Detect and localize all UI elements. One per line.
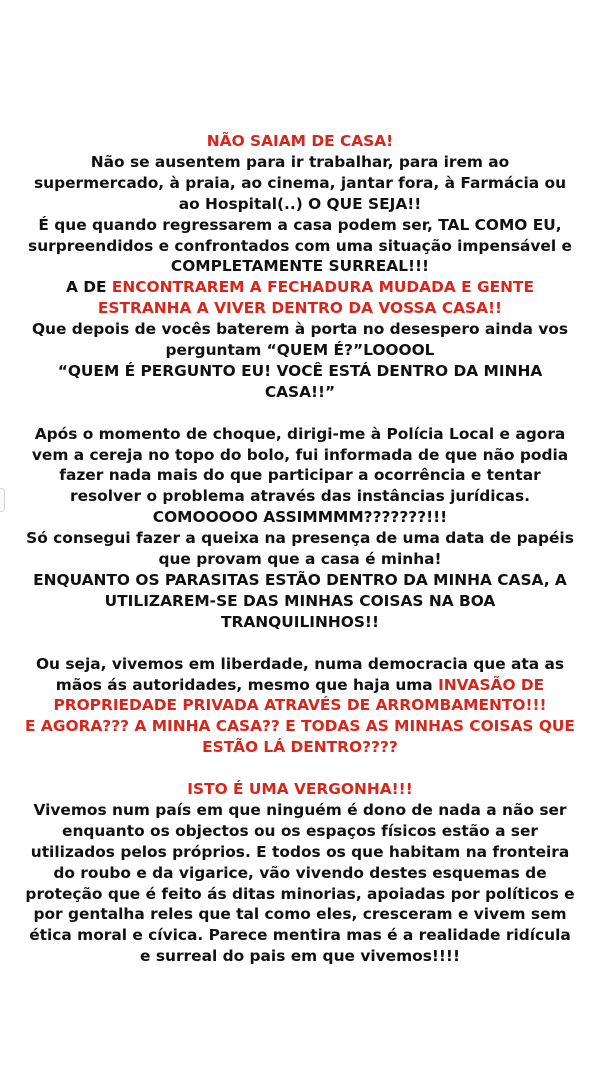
story-line: Vivemos num país em que ninguém é dono de nada a não ser enquanto os objectos ou os espaços físicos estão a ser utilizados pelos próprios. E todos os que habitam na fronteira do roubo e da vigarice, vão vivendo destes esquemas de proteção que é feito ás ditas minorias, apoiadas por políticos e por gentalha reles que tal como eles, cresceram e vivem sem ética moral e cívica. Parece mentira mas é a realidade ridícula e surreal do pais em que vivemos!!!!: [25, 800, 575, 966]
story-highlight: INVASÃO DE PROPRIEDADE PRIVADA ATRAVÉS DE ARROMBAMENTO!!!: [53, 675, 547, 715]
story-line-prefix: A DE: [65, 278, 112, 297]
story-line: Após o momento de choque, dirigi-me à Polícia Local e agora vem a cereja no topo do bolo, fui informada de que não podia fazer nada mais do que participar a ocorrência e tentar resolver o problema através das instâncias jurídicas.: [31, 424, 569, 506]
story-line: [24, 277, 576, 319]
story-line: Só consegui fazer a queixa na presença de uma data de papéis que provam que a casa é minha!: [26, 529, 574, 569]
story-line: COMOOOOO ASSIMMMM???????!!!: [152, 508, 448, 527]
story-line: Que depois de vocês baterem à porta no desespero ainda vos perguntam “QUEM É?”LOOOOL: [31, 320, 569, 360]
story-highlight: ENCONTRAREM A FECHADURA MUDADA E GENTE ESTRANHA A VIVER DENTRO DA VOSSA CASA!!: [97, 278, 535, 318]
story-edge-handle[interactable]: [0, 488, 5, 512]
paragraph-gap: [24, 403, 576, 424]
paragraph-gap: [24, 758, 576, 779]
story-subtitle: ISTO É UMA VERGONHA!!!: [187, 780, 413, 799]
story-line-prefix: Ou seja, vivemos em liberdade, numa democracia que ata as mãos ás autoridades, mesmo que haja uma: [35, 654, 565, 694]
story-line: “QUEM É PERGUNTO EU! VOCÊ ESTÁ DENTRO DA MINHA CASA!!”: [57, 361, 543, 401]
story-title: NÃO SAIAM DE CASA!: [206, 132, 394, 150]
story-line: ENQUANTO OS PARASITAS ESTÃO DENTRO DA MINHA CASA, A UTILIZAREM-SE DAS MINHAS COISAS NA BOA TRANQUILINHOS!!: [33, 571, 567, 631]
story-text: [24, 131, 576, 967]
story-line: Não se ausentem para ir trabalhar, para irem ao supermercado, à praia, ao cinema, jantar fora, à Farmácia ou ao Hospital(..) O QUE SEJA!!: [33, 152, 567, 213]
story-line: É que quando regressarem a casa podem ser, TAL COMO EU, surpreendidos e confrontados com uma situação impensável e COMPLETAMENTE SURREAL!!!: [28, 215, 572, 276]
story-highlight: E AGORA??? A MINHA CASA?? E TODAS AS MINHAS COISAS QUE ESTÃO LÁ DENTRO????: [25, 717, 575, 757]
paragraph-gap: [24, 633, 576, 654]
story-line: [24, 654, 576, 717]
